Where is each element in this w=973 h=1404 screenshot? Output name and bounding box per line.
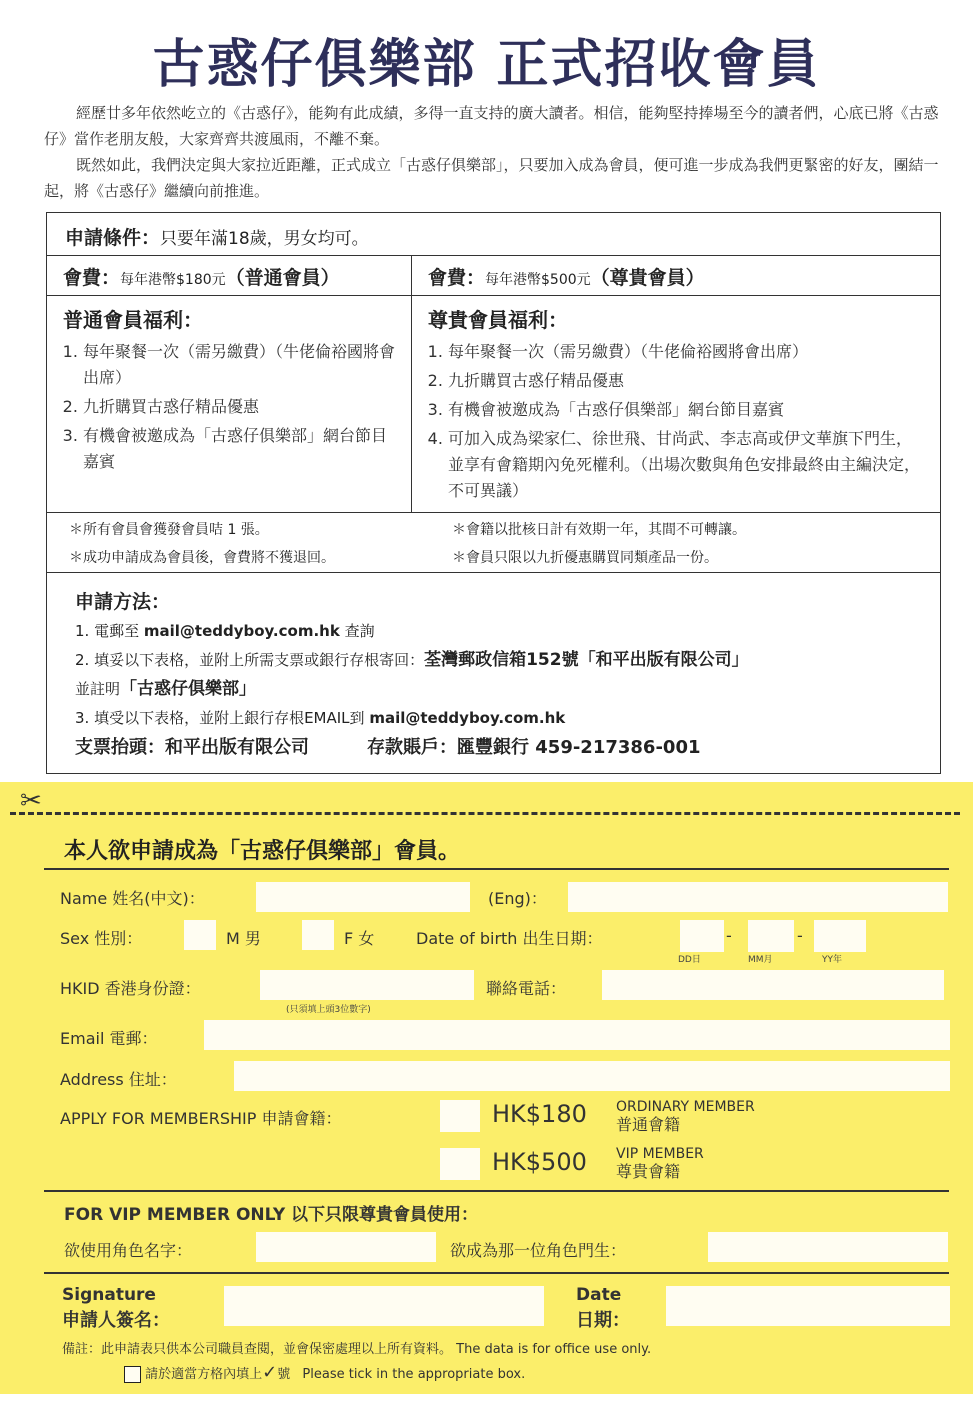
vip-member-cn: 尊貴會籍: [616, 1162, 681, 1181]
remark-text: 備註：此申請表只供本公司職員查閱，並會保密處理以上所有資料。 The data is for office use only.: [62, 1342, 652, 1357]
info-box: [46, 212, 941, 774]
bank-account: 存款賬戶：匯豐銀行 459-217386-001: [367, 737, 701, 758]
condition-row: [47, 213, 940, 256]
date-cn-label: 日期：: [576, 1310, 630, 1331]
scissors-icon: ✂: [20, 786, 42, 816]
signature-cn-label: 申請人簽名：: [62, 1310, 170, 1331]
ordinary-benefits: [47, 296, 412, 513]
yy-label: YY年: [822, 955, 842, 965]
dash: -: [797, 926, 803, 945]
notes-row: [47, 513, 940, 573]
method-text: 2. 填妥以下表格，並附上所需支票或銀行存根寄回：: [75, 651, 425, 669]
hkid-hint: (只須填上頭3位數字): [286, 1005, 371, 1015]
benefit-item: 3. 有機會被邀成為「古惑仔俱樂部」網台節目嘉賓: [83, 423, 397, 475]
ordinary-member-cn: 普通會籍: [616, 1115, 681, 1134]
fee-label: 會費：: [428, 267, 486, 289]
mail-address: 荃灣郵政信箱152號「和平出版有限公司」: [424, 650, 749, 670]
method-title: 申請方法：: [75, 591, 171, 613]
intro-paragraph-1: 經歷廿多年依然屹立的《古惑仔》，能夠有此成績，多得一直支持的廣大讀者。相信，能夠堅持捧場至今的讀者們，心底已將《古惑仔》當作老朋友般，大家齊齊共渡風雨，不離不棄。: [44, 104, 939, 148]
email-label: Email 電郵：: [60, 1029, 158, 1048]
payment-info: [75, 733, 940, 763]
vip-membership-checkbox[interactable]: [440, 1148, 480, 1180]
method-text: 查詢: [339, 622, 375, 640]
dash: -: [726, 926, 732, 945]
cut-line: [10, 812, 960, 815]
method-step-2-note: [75, 675, 940, 704]
dd-label: DD日: [678, 955, 701, 965]
dob-year-input[interactable]: [814, 920, 866, 952]
vip-member-en: VIP MEMBER: [616, 1146, 704, 1162]
page-title: 古惑仔俱樂部 正式招收會員: [152, 35, 821, 95]
ordinary-fee-cell: [47, 256, 412, 296]
phone-input[interactable]: [602, 970, 944, 1000]
note: ＊所有會員會獲發會員咭 1 張。: [69, 522, 269, 538]
vip-type: （尊貴會員）: [590, 267, 705, 289]
hkid-label: HKID 香港身份證：: [60, 979, 201, 998]
divider: [44, 1272, 949, 1274]
method-text: 並註明: [75, 680, 121, 698]
dob-month-input[interactable]: [748, 920, 794, 952]
female-checkbox[interactable]: [302, 920, 334, 950]
benefit-item: 2. 九折購買古惑仔精品優惠: [448, 368, 926, 394]
benefit-item: 2. 九折購買古惑仔精品優惠: [83, 394, 397, 420]
checkmark-icon: ✓: [262, 1362, 278, 1383]
club-name: 「古惑仔俱樂部」: [120, 679, 257, 699]
email-link[interactable]: mail@teddyboy.com.hk: [369, 709, 566, 727]
condition-text: 只要年滿18歲，男女均可。: [160, 229, 369, 249]
vip-fee-cell: [412, 256, 940, 296]
note: ＊成功申請成為會員後，會費將不獲退回。: [69, 550, 335, 566]
email-link[interactable]: mail@teddyboy.com.hk: [143, 622, 340, 640]
address-label: Address 住址：: [60, 1070, 177, 1089]
vip-price: HK$500: [492, 1148, 587, 1176]
vip-only-label: FOR VIP MEMBER ONLY 以下只限尊貴會員使用：: [64, 1205, 479, 1225]
tick-en: Please tick in the appropriate box.: [302, 1367, 526, 1382]
hkid-input[interactable]: [260, 970, 474, 1000]
note: ＊會籍以批核日計有效期一年，其間不可轉讓。: [452, 522, 746, 538]
tick-cn-a: 請於適當方格內填上: [145, 1367, 263, 1382]
benefit-item: 1. 每年聚餐一次（需另繳費）（牛佬倫裕國將會出席）: [83, 339, 397, 391]
note: ＊會員只限以九折優惠購買同類產品一份。: [452, 550, 718, 566]
cheque-payee: 支票抬頭：和平出版有限公司: [75, 737, 309, 758]
vip-benefits-title: 尊貴會員福利：: [428, 308, 568, 332]
female-label: F 女: [344, 929, 375, 948]
tick-cn-b: 號: [277, 1367, 291, 1382]
vip-fee: 每年港幣$500元: [485, 272, 591, 288]
name-cn-input[interactable]: [256, 882, 470, 912]
mentor-input[interactable]: [708, 1232, 948, 1262]
benefit-item: 4. 可加入成為梁家仁、徐世飛、甘尚武、李志高或伊文華旗下門生，並享有會籍期內免死權利。（出場次數與角色安排最終由主編決定，不可異議）: [448, 426, 926, 504]
ordinary-member-en: ORDINARY MEMBER: [616, 1099, 755, 1115]
application-form: [0, 782, 973, 1394]
form-title: 本人欲申請成為「古惑仔俱樂部」會員。: [64, 839, 461, 864]
apply-label: APPLY FOR MEMBERSHIP 申請會籍：: [60, 1109, 342, 1128]
phone-label: 聯絡電話：: [486, 979, 567, 998]
benefits-row: [47, 296, 940, 513]
checkbox-sample-icon: [124, 1366, 141, 1383]
male-checkbox[interactable]: [184, 920, 216, 950]
method-text: 3. 填受以下表格，並附上銀行存根EMAIL到: [75, 709, 370, 727]
benefit-item: 1. 每年聚餐一次（需另繳費）（牛佬倫裕國將會出席）: [448, 339, 926, 365]
name-en-input[interactable]: [568, 882, 948, 912]
ordinary-type: （普通會員）: [225, 267, 340, 289]
date-en-label: Date: [576, 1285, 622, 1305]
fee-label: 會費：: [63, 267, 121, 289]
intro-text: [44, 100, 939, 204]
dob-label: Date of birth 出生日期：: [416, 929, 603, 948]
mm-label: MM月: [748, 955, 773, 965]
date-input[interactable]: [666, 1286, 950, 1326]
name-en-label: (Eng)：: [488, 889, 547, 908]
method-step-3: [75, 704, 940, 733]
benefit-item: 3. 有機會被邀成為「古惑仔俱樂部」網台節目嘉賓: [448, 397, 926, 423]
mentor-label: 欲成為那一位角色門生：: [450, 1241, 627, 1260]
signature-en-label: Signature: [62, 1285, 156, 1305]
tick-instruction: [124, 1362, 525, 1383]
ordinary-fee: 每年港幣$180元: [120, 272, 226, 288]
fees-row: [47, 256, 940, 296]
divider: [44, 868, 949, 870]
ordinary-membership-checkbox[interactable]: [440, 1100, 480, 1132]
name-cn-label: Name 姓名(中文)：: [60, 889, 205, 908]
role-name-input[interactable]: [256, 1232, 436, 1262]
application-method: [47, 573, 940, 773]
method-step-2: [75, 646, 940, 675]
condition-label: 申請條件：: [65, 227, 161, 249]
divider: [44, 1190, 949, 1192]
method-step-1: [75, 617, 940, 646]
male-label: M 男: [226, 929, 261, 948]
email-input[interactable]: [204, 1020, 950, 1050]
address-input[interactable]: [234, 1061, 950, 1091]
intro-paragraph-2: 既然如此，我們決定與大家拉近距離，正式成立「古惑仔俱樂部」，只要加入成為會員，便可進一步成為我們更緊密的好友，團結一起，將《古惑仔》繼續向前推進。: [44, 156, 939, 200]
role-name-label: 欲使用角色名字：: [64, 1241, 193, 1260]
vip-benefits: [412, 296, 940, 513]
sex-label: Sex 性別：: [60, 929, 143, 948]
ordinary-price: HK$180: [492, 1100, 587, 1128]
signature-input[interactable]: [224, 1286, 544, 1326]
ordinary-benefits-title: 普通會員福利：: [63, 308, 203, 332]
dob-day-input[interactable]: [680, 920, 724, 952]
method-text: 1. 電郵至: [75, 622, 144, 640]
